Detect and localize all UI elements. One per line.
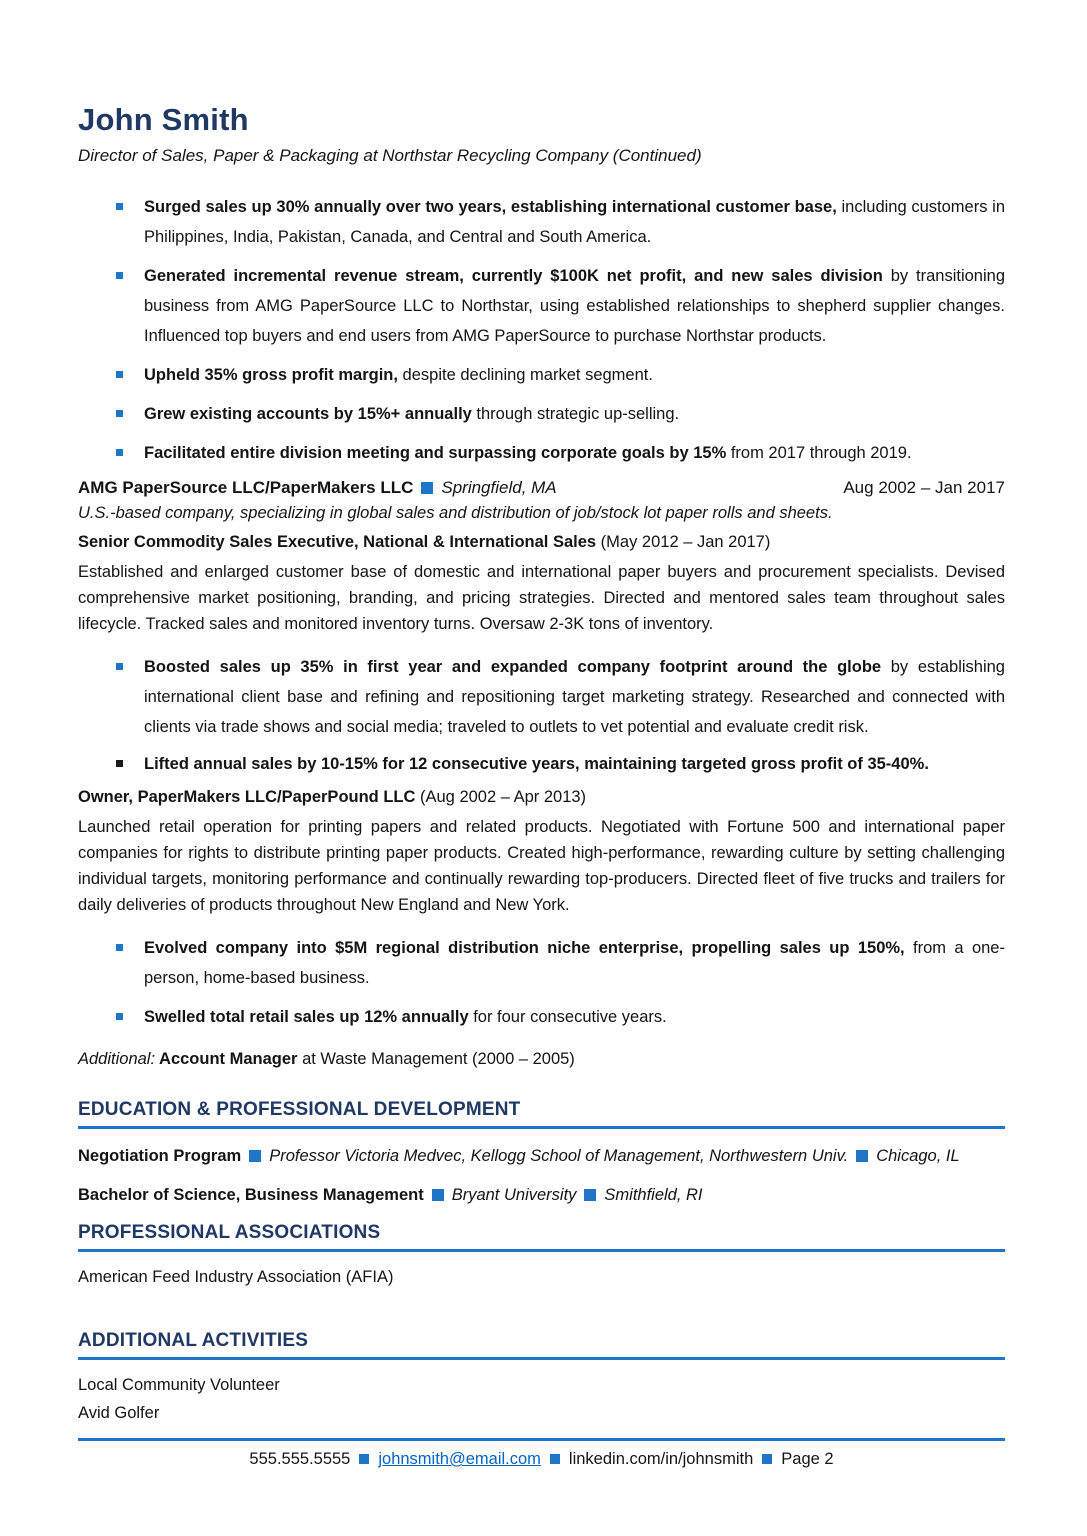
role-title-line — [78, 788, 1005, 807]
bullet-square-icon — [116, 449, 123, 456]
bullet-rest-text: despite declining market segment. — [397, 366, 653, 385]
separator-square-icon — [762, 1454, 772, 1464]
footer-page-number: Page 2 — [781, 1450, 834, 1469]
job-title-continued: Director of Sales, Paper & Packaging at Northstar Recycling Company (Continued) — [78, 146, 702, 165]
separator-square-icon — [856, 1150, 868, 1162]
role-summary: Established and enlarged customer base of domestic and international paper buyers and procurement specialists. Devised comprehensive market positioning, branding, and pricing strategies. Directed and mentored sales team throughout sales lifecycle. Tracked sales and monitored inventory turns. Oversaw 2-3K tons of inventory. — [78, 563, 1005, 633]
additional-rest: at Waste Management (2000 – 2005) — [297, 1049, 575, 1068]
list-item — [78, 438, 1005, 468]
bullet-bold-text: Surged sales up 30% annually over two years, establishing international customer base, — [144, 198, 837, 216]
list-item — [78, 360, 1005, 390]
activity-item: Avid Golfer — [78, 1404, 160, 1423]
company-heading-row — [78, 478, 1005, 498]
list-item — [78, 1002, 1005, 1032]
bullet-rest-text: including customers in Philippines, India, Pakistan, Canada, and Central and South America. — [144, 198, 1006, 247]
role-dates: (May 2012 – Jan 2017) — [596, 533, 771, 552]
footer-linkedin: linkedin.com/in/johnsmith — [568, 1450, 754, 1469]
section-header-education: EDUCATION & PROFESSIONAL DEVELOPMENT — [78, 1099, 1005, 1129]
education-entry — [78, 1182, 1005, 1209]
company-name: AMG PaperSource LLC/PaperMakers LLC — [78, 478, 414, 498]
bullet-bold-text: Grew existing accounts by 15%+ annually — [144, 405, 472, 424]
role-dates: (Aug 2002 – Apr 2013) — [415, 788, 587, 807]
page-title: John Smith — [78, 102, 249, 137]
bullet-square-icon — [116, 203, 123, 210]
footer-contact-line — [78, 1441, 1005, 1469]
bullet-rest-text: from 2017 through 2019. — [726, 444, 912, 463]
bullet-bold-text: Evolved company into $5M regional distribution niche enterprise, propelling sales up 150%, — [144, 938, 905, 957]
education-detail: Professor Victoria Medvec, Kellogg School of Management, Northwestern Univ. — [269, 1146, 849, 1165]
company-dates: Aug 2002 – Jan 2017 — [843, 478, 1005, 498]
footer-email-link[interactable]: johnsmith@email.com — [378, 1450, 541, 1469]
bullet-square-icon — [116, 944, 123, 951]
association-item: American Feed Industry Association (AFIA) — [78, 1268, 394, 1287]
separator-square-icon — [249, 1150, 261, 1162]
additional-label: Additional: — [78, 1049, 156, 1068]
role-title-line — [78, 533, 1005, 552]
bullet-rest-text: by establishing international client base and refining and repositioning target marketing strategy. Researched and connected with clients via trade shows and social media; traveled to outlets to vet potential and evaluate credit risk. — [144, 657, 1005, 736]
bullet-bold-text: Lifted annual sales by 10-15% for 12 consecutive years, maintaining targeted gross profit of 35-40%. — [144, 754, 929, 773]
education-title: Bachelor of Science, Business Management — [78, 1185, 424, 1204]
bullet-bold-text: Swelled total retail sales up 12% annually — [144, 1007, 469, 1026]
company-location: Springfield, MA — [441, 478, 557, 498]
section-header-activities: ADDITIONAL ACTIVITIES — [78, 1330, 1005, 1360]
list-item — [78, 192, 1005, 252]
bullet-square-icon — [116, 1013, 123, 1020]
bullet-square-icon — [116, 272, 123, 279]
separator-square-icon — [432, 1189, 444, 1201]
list-item — [78, 751, 1005, 777]
education-detail: Bryant University — [451, 1185, 577, 1204]
footer-phone: 555.555.5555 — [249, 1450, 351, 1469]
bullet-rest-text: for four consecutive years. — [468, 1007, 667, 1026]
list-item — [78, 652, 1005, 742]
list-item — [78, 261, 1005, 351]
company-name-location — [78, 478, 557, 498]
education-title: Negotiation Program — [78, 1146, 242, 1165]
list-item — [78, 399, 1005, 429]
section-header-associations: PROFESSIONAL ASSOCIATIONS — [78, 1222, 1005, 1252]
role2-bullets-list — [78, 933, 1005, 1032]
additional-experience-line — [78, 1050, 1005, 1069]
separator-square-icon — [359, 1454, 369, 1464]
bullet-square-icon — [116, 410, 123, 417]
role-title: Senior Commodity Sales Executive, National & International Sales — [78, 533, 597, 552]
separator-square-icon — [584, 1189, 596, 1201]
section-spacer — [78, 1294, 1005, 1316]
education-location: Smithfield, RI — [604, 1185, 703, 1204]
bullet-bold-text: Boosted sales up 35% in first year and expanded company footprint around the globe — [144, 657, 882, 676]
bullet-rest-text: by transitioning business from AMG PaperSource LLC to Northstar, using established relationships to shepherd supplier changes. Influenced top buyers and end users from AMG PaperSource to purchase Northstar products. — [144, 267, 1005, 346]
list-item — [78, 933, 1005, 993]
bullet-square-icon — [116, 371, 123, 378]
bullet-bold-text: Generated incremental revenue stream, currently $100K net profit, and new sales division — [144, 267, 883, 286]
separator-square-icon — [550, 1454, 560, 1464]
role1-bullets-list — [78, 652, 1005, 777]
company-description: U.S.-based company, specializing in global sales and distribution of job/stock lot paper rolls and sheets. — [78, 504, 833, 523]
bullet-bold-text: Facilitated entire division meeting and surpassing corporate goals by 15% — [144, 444, 727, 463]
bullet-rest-text: from a one-person, home-based business. — [144, 938, 1005, 987]
education-entry — [78, 1143, 1005, 1170]
northstar-achievements-list — [78, 192, 1005, 468]
education-location: Chicago, IL — [876, 1146, 960, 1165]
additional-role: Account Manager — [155, 1049, 298, 1068]
separator-square-icon — [421, 482, 433, 494]
role-summary: Launched retail operation for printing papers and related products. Negotiated with Fortune 500 and international paper companies for rights to distribute printing paper products. Created high-performance, rewarding culture by setting challenging individual targets, monitoring performance and continually rewarding top-producers. Directed fleet of five trucks and trailers for daily deliveries of products throughout New England and New York. — [78, 818, 1005, 914]
role-title: Owner, PaperMakers LLC/PaperPound LLC — [78, 788, 416, 807]
bullet-square-icon — [116, 663, 123, 670]
bullet-square-icon — [116, 760, 123, 767]
bullet-rest-text: through strategic up-selling. — [471, 405, 680, 424]
bullet-bold-text: Upheld 35% gross profit margin, — [144, 366, 398, 385]
activity-item: Local Community Volunteer — [78, 1376, 280, 1395]
